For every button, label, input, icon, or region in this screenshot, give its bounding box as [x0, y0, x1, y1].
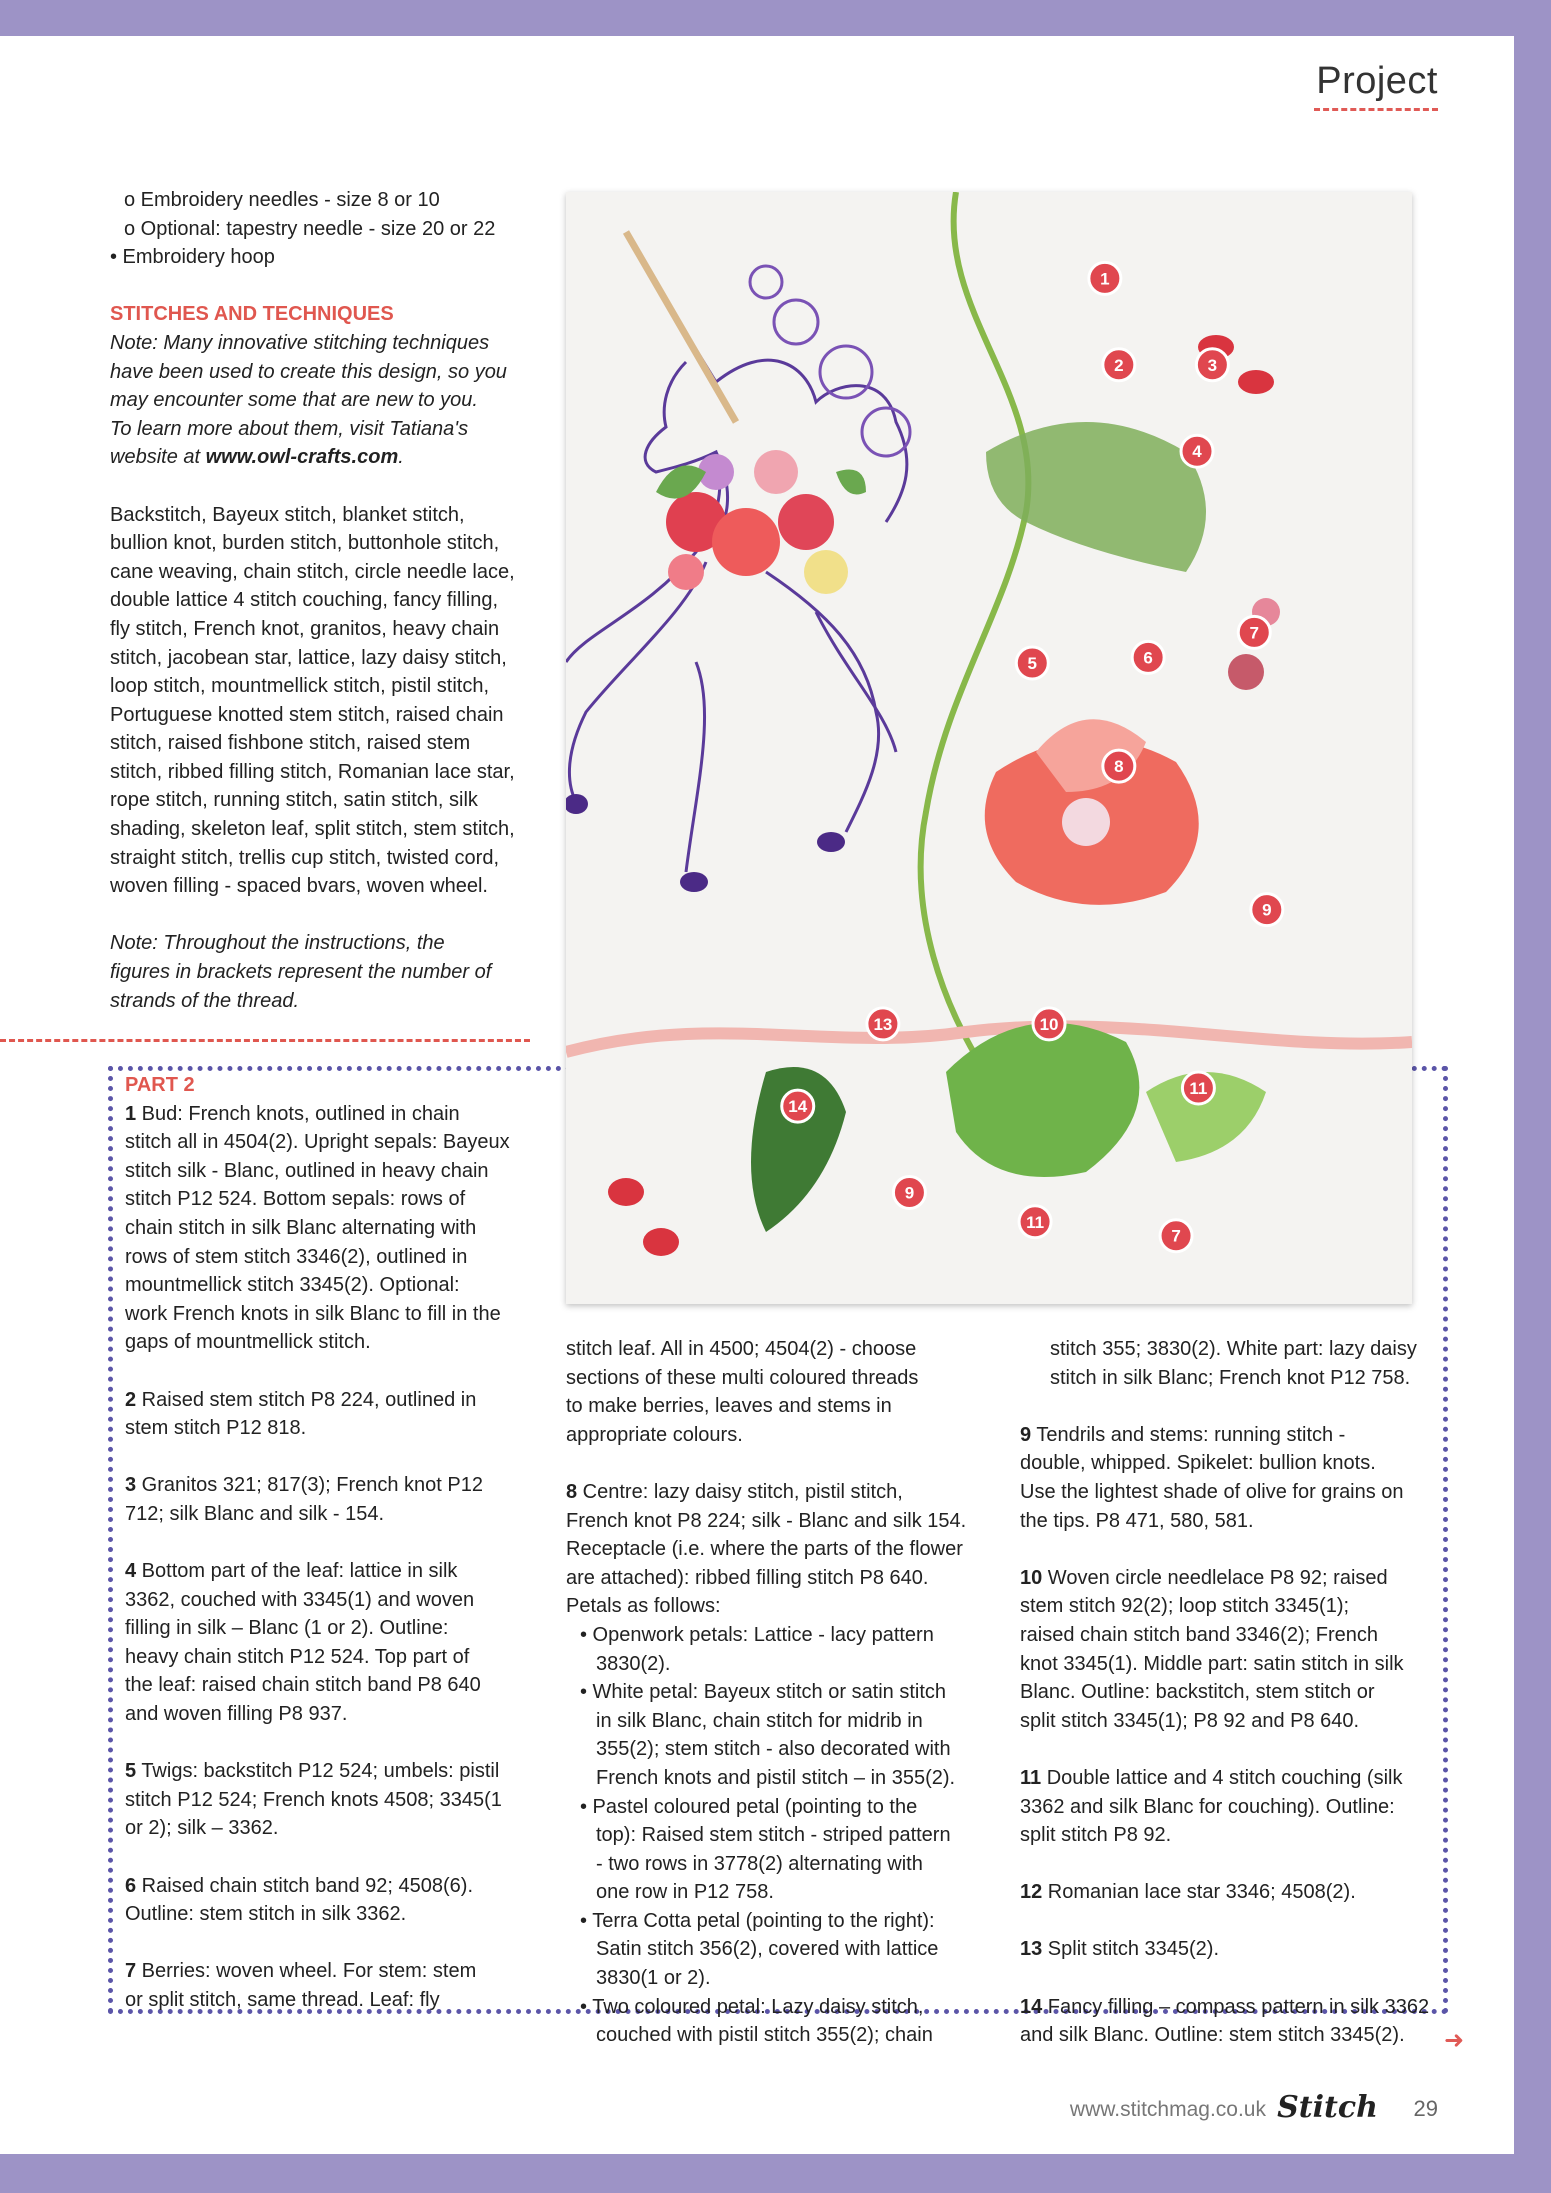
part2-column-2 — [566, 1335, 986, 2050]
instruction-line: 10 Woven circle needlelace P8 92; raised — [1020, 1566, 1388, 1589]
svg-text:8: 8 — [1114, 757, 1124, 777]
stitches-heading: STITCHES AND TECHNIQUES — [110, 303, 394, 326]
footer-brand-logo: Stitch — [1277, 2090, 1378, 2125]
instruction-line: stitch leaf. All in 4500; 4504(2) - choose — [566, 1338, 917, 1360]
instruction-line: heavy chain stitch P12 524. Top part of — [125, 1645, 470, 1668]
petal-line: • Openwork petals: Lattice - lacy pattern — [580, 1623, 934, 1646]
continue-arrow-icon: ➜ — [1444, 2027, 1465, 2054]
instruction-item-13 — [1020, 1935, 1430, 1964]
instruction-item-6 — [125, 1872, 535, 1929]
instruction-line: chain stitch in silk Blanc alternating with — [125, 1216, 477, 1239]
instruction-line: French knot P8 224; silk - Blanc and silk 154. — [566, 1509, 967, 1532]
instruction-line: 5 Twigs: backstitch P12 524; umbels: pistil — [125, 1760, 500, 1783]
part2-heading: PART 2 — [125, 1074, 195, 1096]
instruction-line: sections of these multi coloured threads — [566, 1366, 919, 1389]
instruction-line: are attached): ribbed filling stitch P8 640. — [566, 1566, 929, 1589]
photo-marker-13 — [867, 1008, 899, 1040]
instruction-line: stitch all in 4504(2). Upright sepals: Bayeux — [125, 1131, 510, 1154]
petal-line: in silk Blanc, chain stitch for midrib in — [596, 1709, 923, 1732]
instruction-line: Blanc. Outline: backstitch, stem stitch or — [1020, 1681, 1375, 1704]
instruction-line: double, whipped. Spikelet: bullion knots. — [1020, 1452, 1376, 1475]
stitch-list-line: Backstitch, Bayeux stitch, blanket stitch, — [110, 503, 465, 526]
item-number: 7 — [125, 1960, 137, 1983]
instruction-line: stitch P12 524. Bottom sepals: rows of — [125, 1188, 466, 1211]
stitch-list-line: bullion knot, burden stitch, buttonhole stitch, — [110, 532, 500, 555]
item-number: 11 — [1020, 1766, 1042, 1789]
instruction-line: gaps of mountmellick stitch. — [125, 1331, 371, 1354]
instruction-line: 14 Fancy filling – compass pattern in silk 3362 — [1020, 1995, 1430, 2018]
instruction-line: 2 Raised stem stitch P8 224, outlined in — [125, 1388, 477, 1411]
instruction-line: and woven filling P8 937. — [125, 1703, 348, 1726]
item-number: 8 — [566, 1480, 578, 1503]
note-line: Note: Many innovative stitching techniques — [110, 331, 490, 354]
item-number: 9 — [1020, 1423, 1032, 1446]
item-number: 13 — [1020, 1938, 1043, 1961]
instruction-line: 9 Tendrils and stems: running stitch - — [1020, 1423, 1346, 1446]
petal-line: French knots and pistil stitch – in 355(2). — [596, 1766, 956, 1789]
item-number: 2 — [125, 1388, 137, 1411]
part2-column-1 — [125, 1071, 535, 2015]
photo-marker-7 — [1160, 1220, 1192, 1252]
col2-continued — [566, 1335, 986, 1449]
instruction-line: raised chain stitch band 3346(2); French — [1020, 1623, 1378, 1646]
petal-line: Satin stitch 356(2), covered with lattice — [596, 1938, 939, 1961]
item-number: 1 — [125, 1102, 137, 1125]
instruction-line: 3362 and silk Blanc for couching). Outline: — [1020, 1795, 1395, 1818]
item-number: 12 — [1020, 1881, 1043, 1904]
petal-line: • Terra Cotta petal (pointing to the right): — [580, 1909, 935, 1932]
intro-column — [110, 186, 530, 1015]
stitch-list-line: rope stitch, running stitch, satin stitch, silk — [110, 789, 478, 812]
instruction-line: 7 Berries: woven wheel. For stem: stem — [125, 1960, 477, 1983]
instruction-item-2 — [125, 1386, 535, 1443]
svg-text:4: 4 — [1192, 442, 1202, 462]
svg-text:11: 11 — [1026, 1212, 1045, 1232]
item-number: 4 — [125, 1560, 137, 1583]
svg-text:11: 11 — [1189, 1079, 1208, 1099]
petal-line: • Pastel coloured petal (pointing to the — [580, 1795, 918, 1818]
note-line: Note: Throughout the instructions, the — [110, 932, 445, 955]
note-line: figures in brackets represent the number of — [110, 961, 492, 984]
photo-marker-11 — [1019, 1206, 1051, 1238]
stitch-list-line: loop stitch, mountmellick stitch, pistil stitch, — [110, 675, 490, 698]
stitch-list-line: stitch, jacobean star, lattice, lazy daisy stitch, — [110, 646, 507, 669]
instruction-line: stitch 355; 3830(2). White part: lazy daisy — [1050, 1338, 1417, 1360]
hoop-item: • Embroidery hoop — [110, 246, 275, 269]
svg-text:6: 6 — [1143, 648, 1153, 668]
instruction-line: work French knots in silk Blanc to fill in the — [125, 1302, 501, 1325]
magazine-page — [0, 36, 1514, 2154]
svg-text:2: 2 — [1114, 355, 1124, 375]
instruction-item-11 — [1020, 1764, 1430, 1850]
petal-line: one row in P12 758. — [596, 1881, 774, 1904]
instruction-item-3 — [125, 1471, 535, 1528]
instruction-line: stitch P12 524; French knots 4508; 3345(1 — [125, 1788, 502, 1811]
item-number: 10 — [1020, 1566, 1043, 1589]
photo-marker-14 — [782, 1090, 814, 1122]
instruction-line: 6 Raised chain stitch band 92; 4508(6). — [125, 1874, 473, 1897]
instruction-line: 3 Granitos 321; 817(3); French knot P12 — [125, 1474, 483, 1497]
photo-marker-5 — [1016, 647, 1048, 679]
note-text: . — [398, 446, 404, 469]
part2-col3-items — [1020, 1421, 1430, 2050]
photo-marker-11 — [1182, 1072, 1214, 1104]
note-text: website at — [110, 446, 206, 469]
instruction-item-1 — [125, 1100, 535, 1357]
instruction-line: 4 Bottom part of the leaf: lattice in silk — [125, 1560, 458, 1583]
col3-continued — [1020, 1335, 1430, 1392]
instruction-line: stitch in silk Blanc; French knot P12 758. — [1050, 1366, 1411, 1389]
page-number: 29 — [1413, 2096, 1438, 2121]
instruction-line: Use the lightest shade of olive for grains on — [1020, 1480, 1404, 1503]
svg-text:3: 3 — [1207, 355, 1218, 375]
photo-marker-6 — [1132, 641, 1164, 673]
photo-marker-9 — [893, 1177, 925, 1209]
svg-text:10: 10 — [1039, 1014, 1059, 1034]
note-line: To learn more about them, visit Tatiana's — [110, 417, 469, 440]
instruction-line: 11 Double lattice and 4 stitch couching (silk — [1020, 1766, 1403, 1789]
petal-list — [566, 1621, 986, 2050]
instruction-line: 3362, couched with 3345(1) and woven — [125, 1588, 475, 1611]
instruction-line: or split stitch, same thread. Leaf: fly — [125, 1989, 440, 2011]
svg-text:7: 7 — [1171, 1226, 1181, 1246]
stitch-list-line: cane weaving, chain stitch, circle needle lace, — [110, 560, 515, 583]
footer-url[interactable]: www.stitchmag.co.uk — [1069, 2098, 1266, 2121]
instruction-line: the tips. P8 471, 580, 581. — [1020, 1509, 1254, 1532]
instruction-item-5 — [125, 1757, 535, 1843]
embroidery-photo — [566, 192, 1412, 1304]
instruction-line: appropriate colours. — [566, 1423, 743, 1446]
instruction-line: mountmellick stitch 3345(2). Optional: — [125, 1274, 460, 1297]
note-line: strands of the thread. — [110, 989, 300, 1012]
petal-line: top): Raised stem stitch - striped pattern — [596, 1824, 951, 1847]
embroidery-illustration — [566, 192, 1412, 1304]
instruction-line: stem stitch 92(2); loop stitch 3345(1); — [1020, 1595, 1350, 1618]
item-number: 3 — [125, 1474, 137, 1497]
instruction-item-8 — [566, 1478, 986, 1621]
instruction-line: 712; silk Blanc and silk - 154. — [125, 1502, 385, 1525]
petal-line: 3830(1 or 2). — [596, 1967, 711, 1990]
photo-marker-9 — [1251, 894, 1283, 926]
instruction-line: Receptacle (i.e. where the parts of the flower — [566, 1538, 963, 1561]
instruction-line: 13 Split stitch 3345(2). — [1020, 1938, 1219, 1961]
instruction-line: Petals as follows: — [566, 1595, 721, 1618]
instruction-item-12 — [1020, 1878, 1430, 1907]
instruction-item-7 — [125, 1957, 535, 2014]
needle-item: o Embroidery needles - size 8 or 10 — [124, 189, 440, 211]
note2 — [110, 929, 530, 1015]
petal-line: • Two coloured petal: Lazy daisy stitch, — [580, 1995, 924, 2018]
svg-text:9: 9 — [1262, 900, 1272, 920]
stitch-list-line: double lattice 4 stitch couching, fancy filling, — [110, 589, 498, 612]
part2-column-3 — [1020, 1335, 1430, 2050]
photo-marker-10 — [1033, 1008, 1065, 1040]
petal-line: 355(2); stem stitch - also decorated with — [596, 1738, 951, 1761]
instruction-line: rows of stem stitch 3346(2), outlined in — [125, 1245, 468, 1268]
note-line — [110, 443, 530, 472]
photo-marker-7 — [1238, 616, 1270, 648]
part2-col1-items — [125, 1100, 535, 2015]
instruction-line: to make berries, leaves and stems in — [566, 1395, 892, 1418]
petal-line: couched with pistil stitch 355(2); chain — [596, 2024, 933, 2047]
dashed-divider — [0, 1039, 530, 1042]
svg-text:7: 7 — [1249, 623, 1259, 643]
instruction-line: and silk Blanc. Outline: stem stitch 3345(2). — [1020, 2024, 1405, 2047]
instruction-line: the leaf: raised chain stitch band P8 640 — [125, 1674, 481, 1697]
instruction-item-9 — [1020, 1421, 1430, 1535]
petal-line: - two rows in 3778(2) alternating with — [596, 1852, 923, 1875]
instruction-line: stitch silk - Blanc, outlined in heavy chain — [125, 1159, 489, 1182]
svg-text:9: 9 — [904, 1183, 915, 1203]
stitch-list-line: woven filling - spaced bvars, woven wheel. — [110, 875, 488, 898]
instruction-line: 8 Centre: lazy daisy stitch, pistil stitch, — [566, 1480, 903, 1503]
item-number: 6 — [125, 1874, 137, 1897]
instruction-line: split stitch 3345(1); P8 92 and P8 640. — [1020, 1709, 1360, 1732]
instruction-line: stem stitch P12 818. — [125, 1417, 307, 1440]
stitch-list-line: straight stitch, trellis cup stitch, twisted cord, — [110, 846, 500, 869]
item-number: 5 — [125, 1760, 137, 1783]
photo-marker-3 — [1196, 349, 1228, 381]
note-line: may encounter some that are new to you. — [110, 389, 478, 412]
item-number: 14 — [1020, 1995, 1043, 2018]
section-underline — [1314, 108, 1438, 111]
svg-text:5: 5 — [1027, 653, 1038, 673]
photo-marker-8 — [1103, 750, 1135, 782]
photo-marker-1 — [1089, 262, 1121, 294]
instruction-item-4 — [125, 1557, 535, 1729]
instruction-line: split stitch P8 92. — [1020, 1824, 1172, 1847]
petal-line: • White petal: Bayeux stitch or satin stitch — [580, 1681, 947, 1704]
photo-marker-2 — [1103, 349, 1135, 381]
stitch-list-line: shading, skeleton leaf, split stitch, stem stitch, — [110, 818, 515, 841]
photo-marker-4 — [1181, 435, 1213, 467]
instruction-item-8 — [566, 1478, 986, 1621]
instruction-item-10 — [1020, 1564, 1430, 1736]
svg-text:14: 14 — [788, 1097, 808, 1117]
petal-line: 3830(2). — [596, 1652, 671, 1675]
instruction-line: Outline: stem stitch in silk 3362. — [125, 1903, 407, 1926]
svg-text:1: 1 — [1100, 269, 1110, 289]
stitch-list-line: Portuguese knotted stem stitch, raised chain — [110, 703, 504, 726]
instruction-line: filling in silk – Blanc (1 or 2). Outline: — [125, 1617, 449, 1640]
instruction-line: or 2); silk – 3362. — [125, 1817, 279, 1840]
instruction-line: 1 Bud: French knots, outlined in chain — [125, 1102, 460, 1125]
website-link[interactable]: www.owl-crafts.com — [205, 446, 399, 469]
stitch-list-line: fly stitch, French knot, granitos, heavy chain — [110, 617, 500, 640]
instruction-line: 12 Romanian lace star 3346; 4508(2). — [1020, 1881, 1356, 1904]
svg-text:13: 13 — [873, 1014, 893, 1034]
instruction-item-14 — [1020, 1993, 1430, 2050]
instruction-line: knot 3345(1). Middle part: satin stitch in silk — [1020, 1652, 1404, 1675]
section-label: Project — [1316, 60, 1438, 102]
needle-item: o Optional: tapestry needle - size 20 or 22 — [124, 217, 496, 240]
stitch-list-line: stitch, ribbed filling stitch, Romanian lace star, — [110, 760, 515, 783]
note-line: have been used to create this design, so you — [110, 360, 507, 383]
stitch-list — [110, 501, 530, 901]
stitch-list-line: stitch, raised fishbone stitch, raised stem — [110, 732, 471, 755]
